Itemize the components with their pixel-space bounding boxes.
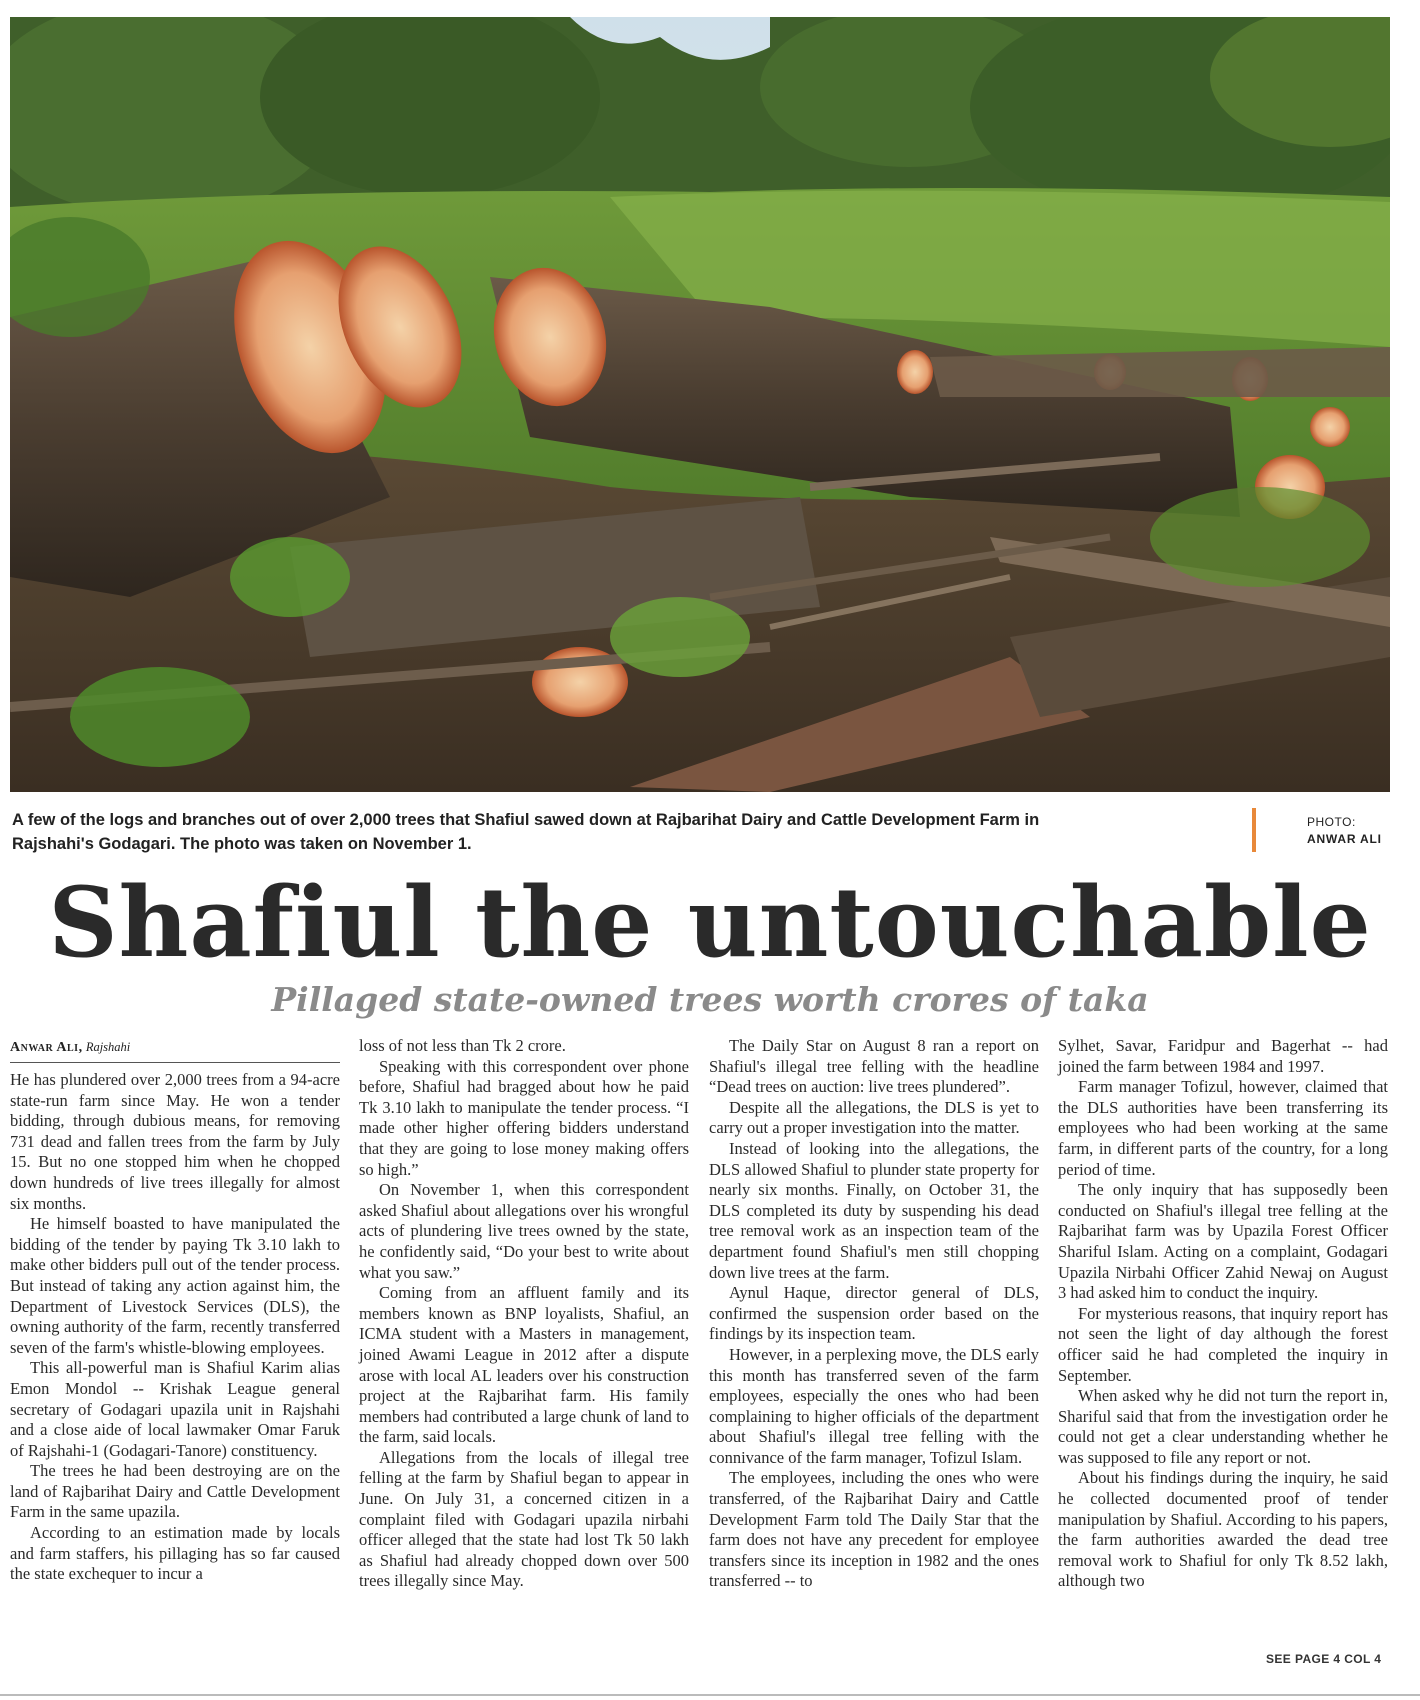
paragraph: This all-powerful man is Shafiul Karim alias Emon Mondol -- Krishak League general secretary of Godagari upazila unit in Rajshahi and a close aide of local lawmaker Omar Faruk of Rajshahi-1 (Godagari-Tanore) constituency.: [10, 1358, 340, 1460]
photo-credit: [1307, 814, 1382, 848]
paragraph: For mysterious reasons, that inquiry report has not seen the light of day although the forest officer said he had completed the inquiry in September.: [1058, 1303, 1388, 1385]
paragraph: When asked why he did not turn the report in, Shariful said that from the investigation order he could not get a clear understanding whether he was supposed to file any report or not.: [1058, 1386, 1388, 1467]
paragraph: Despite all the allegations, the DLS is yet to carry out a proper investigation into the matter.: [709, 1097, 1039, 1138]
paragraph: The employees, including the ones who were transferred, of the Rajbarihat Dairy and Cattle Development Farm told The Daily Star that the farm does not have any precedent for employee transfers since its inception in 1982 and the ones transferred -- to: [709, 1468, 1039, 1591]
paragraph: loss of not less than Tk 2 crore.: [359, 1036, 566, 1055]
bottom-rule: [0, 1694, 1420, 1696]
paragraph: About his findings during the inquiry, he said he collected documented proof of tender manipulation by Shafiul. According to his papers, the farm authorities awarded the dead tree removal work to Shafiul for only Tk 8.52 lakh, although two: [1058, 1468, 1388, 1591]
paragraph: The only inquiry that has supposedly been conducted on Shafiul's illegal tree felling at the Rajbarihat farm was by Upazila Forest Officer Shariful Islam. Acting on a complaint, Godagari Upazila Nirbahi Officer Zahid Newaj on August 3 had asked him to conduct the inquiry.: [1058, 1180, 1388, 1303]
headline: Shafiul the untouchable: [48, 866, 1372, 979]
byline: [10, 1037, 340, 1063]
article-column-4: [1058, 1036, 1388, 1592]
photo-caption: A few of the logs and branches out of over 2,000 trees that Shafiul sawed down at Rajbarihat Dairy and Cattle Development Farm in Rajshahi's Godagari. The photo was taken on November 1.: [12, 811, 1040, 853]
byline-author: Anwar Ali,: [10, 1040, 83, 1055]
continuation-link[interactable]: SEE PAGE 4 COL 4: [1266, 1652, 1382, 1666]
photo-felled-trees-icon: [10, 17, 1390, 792]
paragraph: Coming from an affluent family and its members known as BNP loyalists, Shafiul, an ICMA student with a Masters in management, joined Awami League in 2012 after a dispute arose with local AL leaders over his construction project at the Rajbarihat farm. His family members had contributed a large chunk of land to the farm, said locals.: [359, 1283, 689, 1447]
caption-divider: [1252, 808, 1256, 852]
article-column-1: [10, 1070, 340, 1585]
paragraph: He himself boasted to have manipulated the bidding of the tender by paying Tk 3.10 lakh to make other bidders pull out of the tender process. But instead of taking any action against him, the Department of Livestock Services (DLS), the owning authority of the farm, recently transferred seven of the farm's whistle-blowing employees.: [10, 1214, 340, 1357]
paragraph: Speaking with this correspondent over phone before, Shafiul had bragged about how he paid Tk 3.10 lakh to manipulate the tender process. “I made other higher offering bidders understand that they are going to lose money making offers so high.”: [359, 1056, 689, 1179]
subheadline: Pillaged state-owned trees worth crores of taka: [271, 980, 1149, 1019]
paragraph: Aynul Haque, director general of DLS, confirmed the suspension order based on the findings by its inspection team.: [709, 1283, 1039, 1344]
paragraph: The Daily Star on August 8 ran a report on Shafiul's illegal tree felling with the headline “Dead trees on auction: live trees plundered”.: [709, 1036, 1039, 1097]
paragraph: Farm manager Tofizul, however, claimed that the DLS authorities have been transferring its employees who had been working at the same farm, in different parts of the country, for a long period of time.: [1058, 1077, 1388, 1179]
photo-credit-label: PHOTO:: [1307, 815, 1356, 829]
paragraph: However, in a perplexing move, the DLS early this month has transferred seven of the farm employees, especially the ones who had been complaining to higher officials of the department about Shafiul's illegal tree felling with the connivance of the farm manager, Tofizul Islam.: [709, 1344, 1039, 1467]
photo-felled-trees: [10, 17, 1390, 792]
paragraph: Allegations from the locals of illegal tree felling at the farm by Shafiul began to appear in June. On July 31, a concerned citizen in a complaint filed with Godagari upazila nirbahi officer alleged that the state had lost Tk 50 lakh as Shafiul had already chopped down over 500 trees illegally since May.: [359, 1447, 689, 1591]
paragraph: According to an estimation made by locals and farm staffers, his pillaging has so far caused the state exchequer to incur a: [10, 1523, 340, 1584]
photo-credit-name: ANWAR ALI: [1307, 832, 1382, 846]
paragraph: Sylhet, Savar, Faridpur and Bagerhat -- had joined the farm between 1984 and 1997.: [1058, 1036, 1388, 1076]
article-column-2: [359, 1036, 689, 1592]
paragraph: On November 1, when this correspondent asked Shafiul about allegations over his wrongful acts of plundering live trees owned by the state, he confidently said, “Do your best to write about what you saw.”: [359, 1180, 689, 1282]
paragraph: Instead of looking into the allegations, the DLS allowed Shafiul to plunder state property for nearly six months. Finally, on October 31, the DLS completed its duty by suspending his dead tree removal work as an inspection team of the department found Shafiul's men still chopping down live trees at the farm.: [709, 1138, 1039, 1282]
paragraph: He has plundered over 2,000 trees from a 94-acre state-run farm since May. He won a tender bidding, through dubious means, for removing 731 dead and fallen trees from the farm by July 15. But no one stopped him when he chopped down hundreds of live trees illegally for almost six months.: [10, 1070, 340, 1213]
paragraph: The trees he had been destroying are on the land of Rajbarihat Dairy and Cattle Development Farm in the same upazila.: [10, 1461, 340, 1522]
article-column-3: [709, 1036, 1039, 1592]
byline-location: Rajshahi: [85, 1040, 131, 1054]
